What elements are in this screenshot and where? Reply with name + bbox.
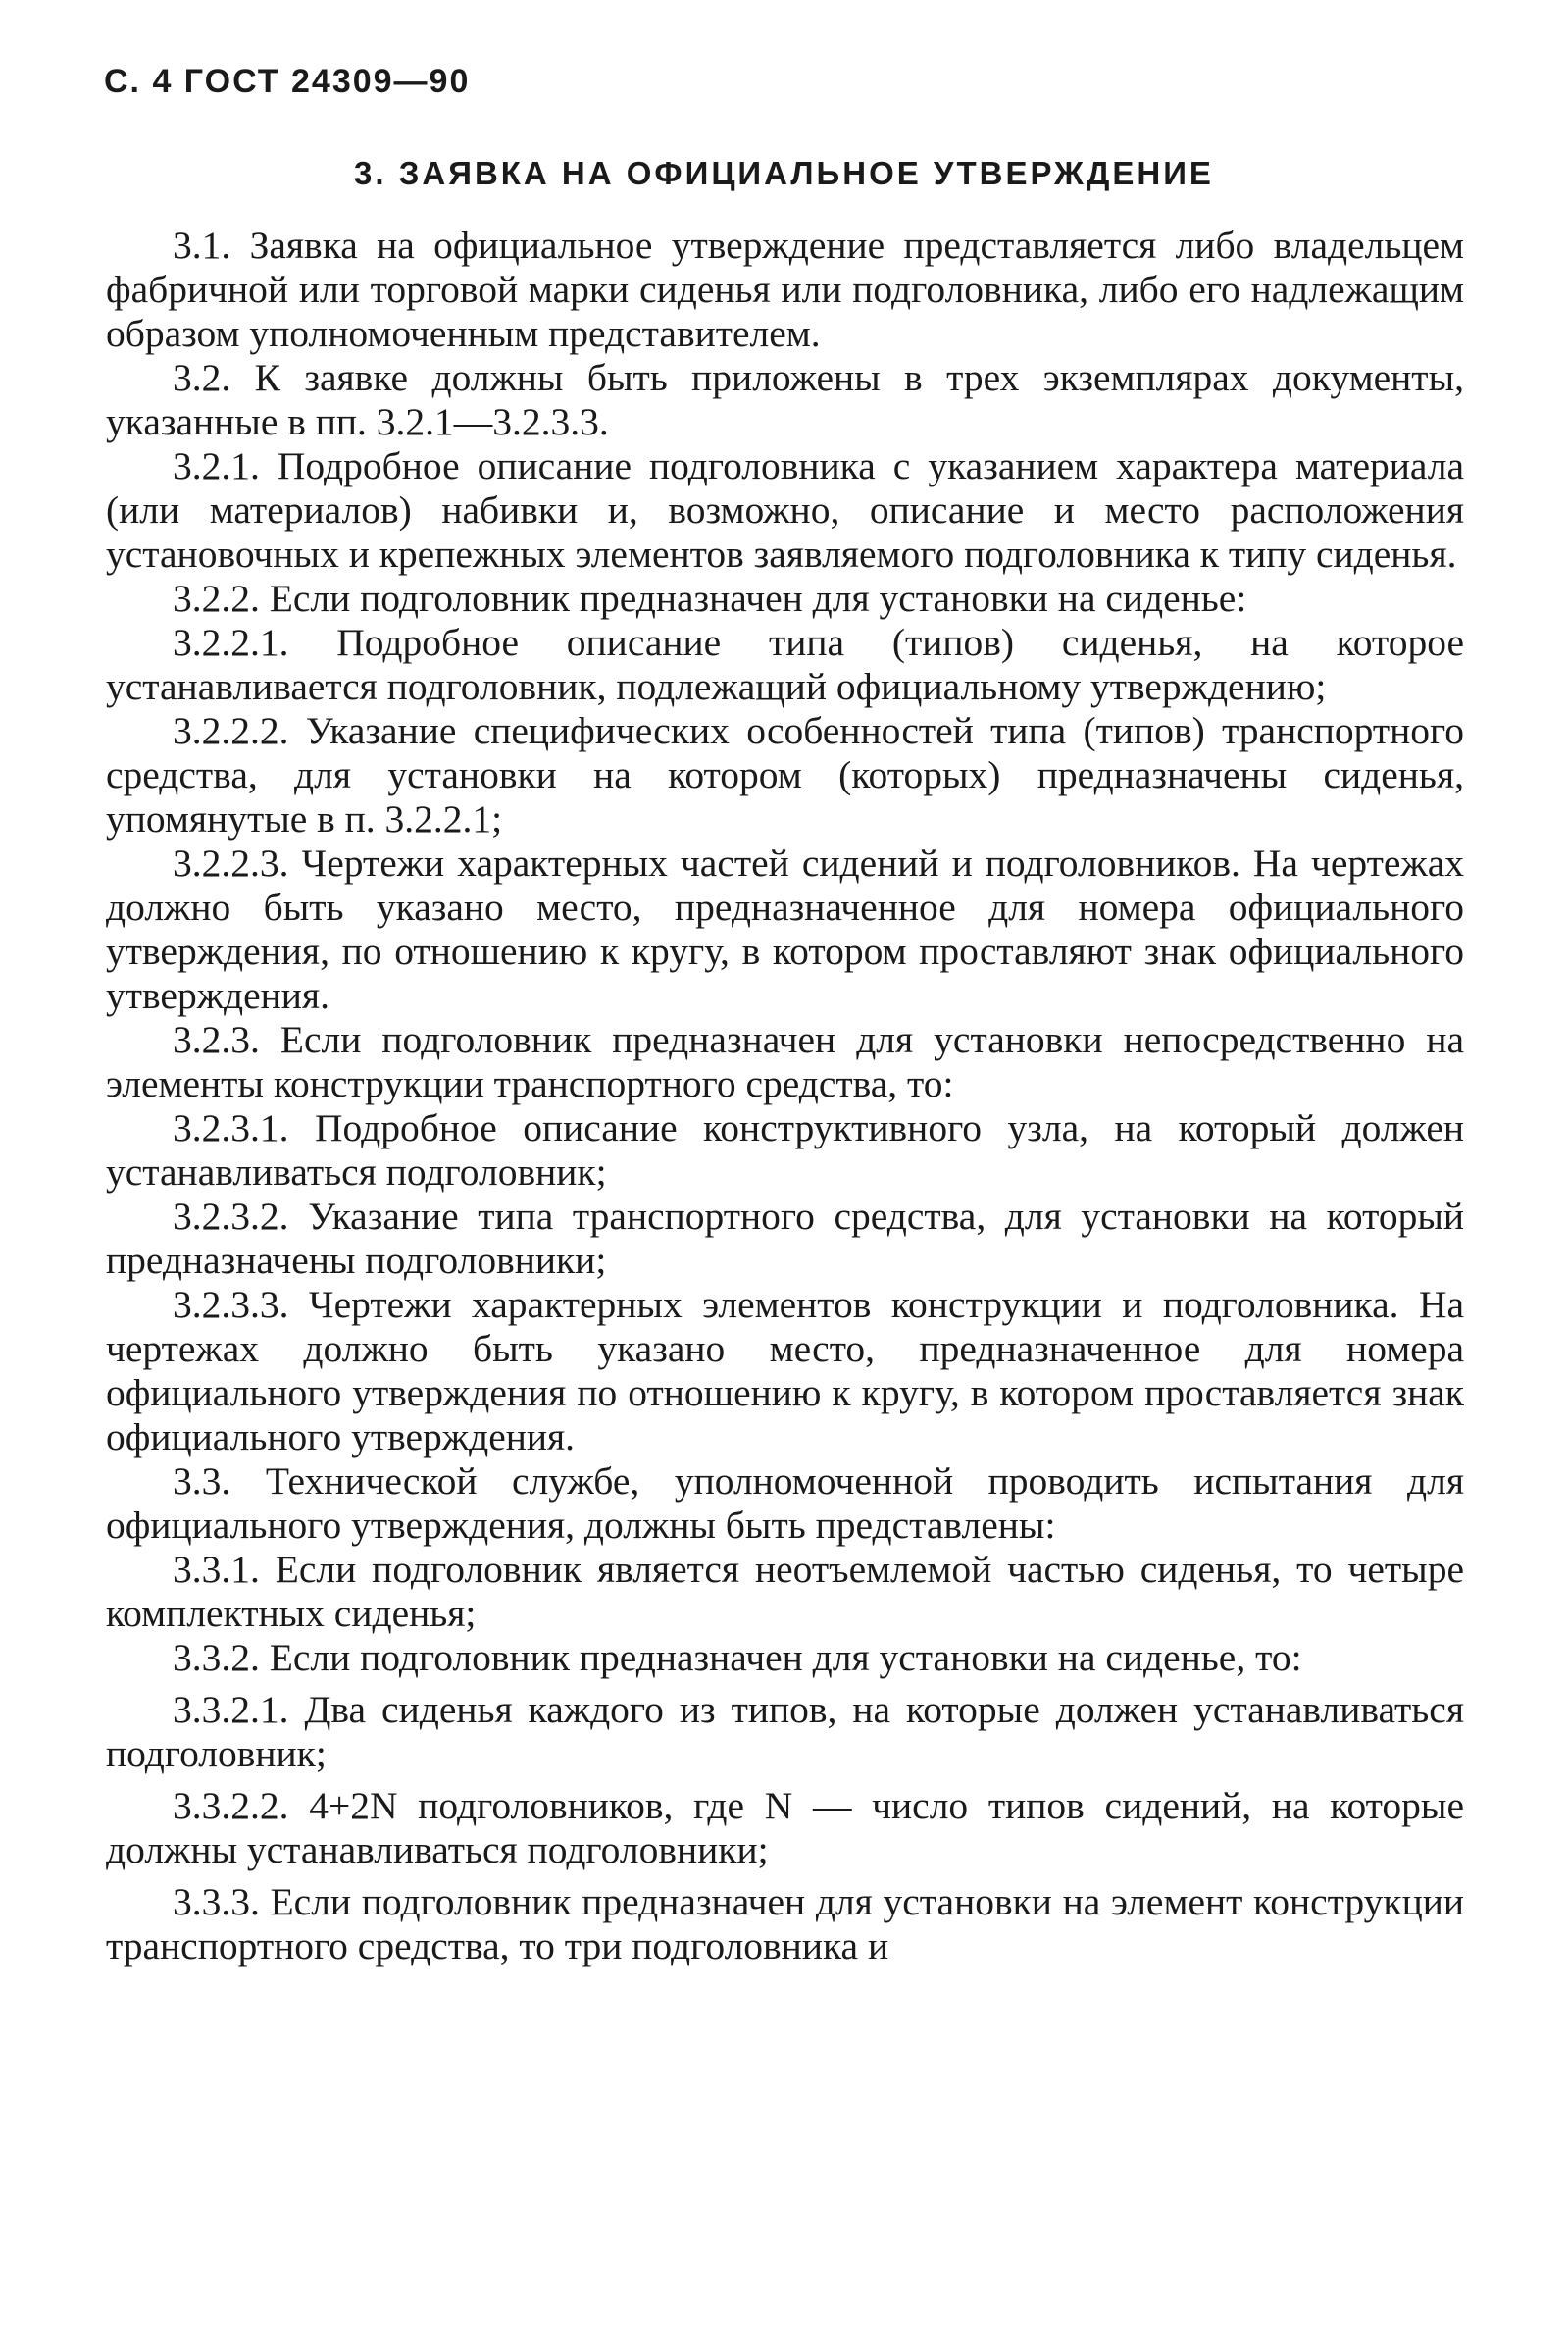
paragraph-3-2-3-2: 3.2.3.2. Указание типа транспортного средства, для установки на который предназначены подголовники; <box>106 1195 1464 1282</box>
paragraph-3-3-3: 3.3.3. Если подголовник предназначен для установки на элемент конструкции транспортного средства, то три подголовника и <box>106 1880 1464 1967</box>
paragraph-3-3-1: 3.3.1. Если подголовник является неотъемлемой частью сиденья, то четыре комплектных сиденья; <box>106 1548 1464 1635</box>
paragraph-3-2-2-1: 3.2.2.1. Подробное описание типа (типов) сиденья, на которое устанавливается подголовник, подлежащий официальному утверждению; <box>106 621 1464 708</box>
paragraph-3-2-2-2: 3.2.2.2. Указание специфических особенностей типа (типов) транспортного средства, для установки на котором (которых) предназначены сиденья, упомянутые в п. 3.2.2.1; <box>106 709 1464 841</box>
paragraph-3-3-2: 3.3.2. Если подголовник предназначен для установки на сиденье, то: <box>173 1636 1302 1679</box>
paragraph-3-2-2: 3.2.2. Если подголовник предназначен для установки на сиденье: <box>173 577 1247 620</box>
paragraph-3-3: 3.3. Технической службе, уполномоченной проводить испытания для официального утверждения, должны быть представлены: <box>106 1459 1464 1547</box>
page-header: С. 4 ГОСТ 24309—90 <box>104 63 471 100</box>
paragraph-3-2-3-1: 3.2.3.1. Подробное описание конструктивного узла, на который должен устанавливаться подголовник; <box>106 1106 1464 1194</box>
paragraph-3-2-1: 3.2.1. Подробное описание подголовника с указанием характера материала (или материалов) набивки и, возможно, описание и место расположения установочных и крепежных элементов заявляемого подголовника к типу сиденья. <box>106 444 1464 576</box>
paragraph-3-2-3: 3.2.3. Если подголовник предназначен для установки непосредственно на элементы конструкции транспортного средства, то: <box>106 1018 1464 1105</box>
paragraph-3-2: 3.2. К заявке должны быть приложены в трех экземплярах документы, указанные в пп. 3.2.1—3.2.3.3. <box>106 356 1464 443</box>
paragraph-3-2-2-3: 3.2.2.3. Чертежи характерных частей сидений и подголовников. На чертежах должно быть указано место, предназначенное для номера официального утверждения, по отношению к кругу, в котором проставляют знак официального утверждения. <box>106 842 1464 1017</box>
paragraph-3-3-2-2: 3.3.2.2. 4+2N подголовников, где N — число типов сидений, на которые должны устанавливаться подголовники; <box>106 1784 1464 1871</box>
section-title: 3. ЗАЯВКА НА ОФИЦИАЛЬНОЕ УТВЕРЖДЕНИЕ <box>354 155 1214 191</box>
paragraph-3-1: 3.1. Заявка на официальное утверждение представляется либо владельцем фабричной или торговой марки сиденья или подголовника, либо его надлежащим образом уполномоченным представителем. <box>106 224 1464 355</box>
body-text <box>106 224 1464 1968</box>
paragraph-3-2-3-3: 3.2.3.3. Чертежи характерных элементов конструкции и подголовника. На чертежах должно быть указано место, предназначенное для номера официального утверждения по отношению к кругу, в котором проставляется знак официального утверждения. <box>106 1283 1464 1458</box>
paragraph-3-3-2-1: 3.3.2.1. Два сиденья каждого из типов, на которые должен устанавливаться подголовник; <box>106 1688 1464 1775</box>
